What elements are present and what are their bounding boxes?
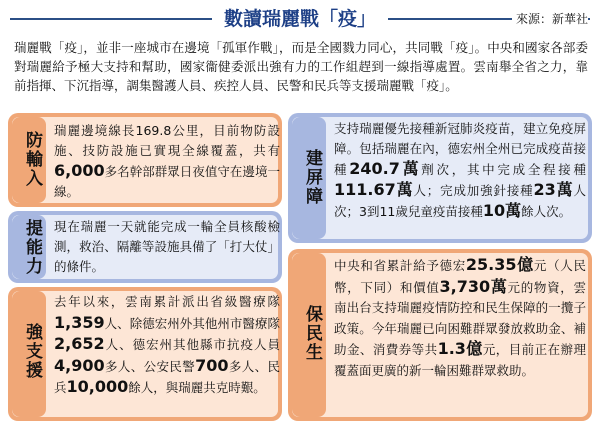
barrier-label: 建屏障: [302, 149, 322, 206]
source-credit: 來源：新華社: [512, 10, 588, 27]
support-text: 去年以來，雲南累計派出省級醫療隊1,359人、除德宏州外其他州市醫療隊2,652人、德宏州其他縣市抗疫人員4,900多人、公安民警700多人、民兵10,000餘人，與瑞麗共克時艱。: [54, 294, 280, 396]
page-title: 數讀瑞麗戰「疫」: [212, 4, 388, 34]
border-card: [8, 113, 282, 207]
barrier-text: 支持瑞麗優先接種新冠肺炎疫苗，建立免疫屏障。包括瑞麗在內，德宏州全州已完成疫苗接種240.7萬劑次，其中完成全程接種111.67萬人；完成加強針接種23萬人次；3到11歲兒童疫苗接種10萬餘人次。: [334, 121, 586, 220]
support-label: 強支援: [22, 323, 42, 380]
capacity-label: 提能力: [22, 219, 42, 276]
livelihood-label: 保民生: [302, 305, 322, 362]
intro-paragraph: 瑞麗戰「疫」，並非一座城市在邊境「孤軍作戰」，而是全國戮力同心，共同戰「疫」。中央和國家各部委對瑞麗給予極大支持和幫助，國家衞健委派出強有力的工作組趕到一線指導處置。雲南舉全省之力，靠前指揮、下沉指導，調集醫護人員、疾控人員、民警和民兵等支援瑞麗戰「疫」。: [14, 40, 588, 93]
capacity-text: 現在瑞麗一天就能完成一輪全員核酸檢測，救治、隔離等設施具備了「打大仗」的條件。: [54, 219, 280, 274]
livelihood-text: 中央和省累計給予德宏25.35億元（人民幣，下同）和價值3,730萬元的物資，雲南出台支持瑞麗疫情防控和民生保障的一攬子政策。今年瑞麗已向困難群眾發放救助金、補助金、消費券等共1.3億元，目前正在辦理覆蓋面更廣的新一輪困難群眾救助。: [334, 255, 586, 378]
capacity-card: [8, 211, 282, 283]
barrier-card: [288, 113, 592, 243]
border-label: 防輸入: [22, 131, 42, 188]
support-card: [8, 287, 282, 421]
border-text: 瑞麗邊境線長169.8公里，目前物防設施、技防設施已實現全線覆蓋，共有6,000多名幹部群眾日夜值守在邊境一線。: [54, 123, 280, 199]
livelihood-card: [288, 249, 592, 421]
header: [0, 0, 600, 38]
border-number: 6,000: [54, 161, 105, 180]
